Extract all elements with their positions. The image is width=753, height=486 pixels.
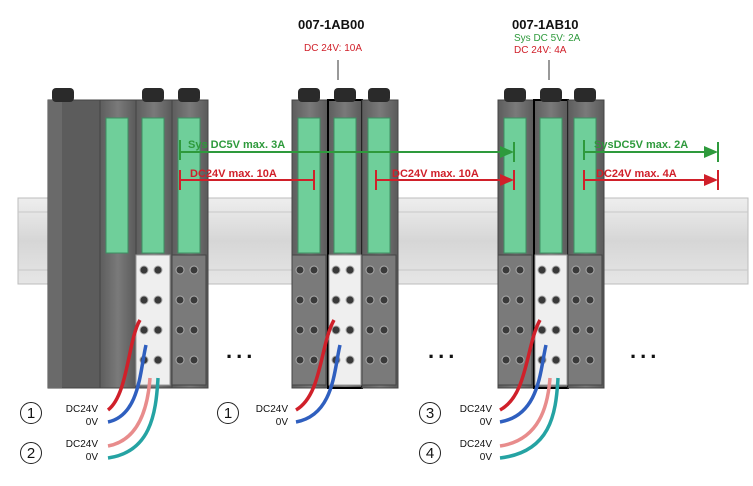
terminal-hole [366, 326, 374, 334]
terminal-hole [310, 266, 318, 274]
terminal-hole [366, 296, 374, 304]
terminal-hole [552, 296, 560, 304]
wire-label-0v-4: 0V [479, 417, 492, 428]
terminal-hole [380, 296, 388, 304]
terminal-hole [154, 356, 162, 364]
continuation-dots-1: ... [226, 338, 257, 363]
terminal-hole [154, 326, 162, 334]
terminal-hole [366, 266, 374, 274]
terminal-hole [346, 296, 354, 304]
terminal-hole [296, 266, 304, 274]
terminal-hole [176, 266, 184, 274]
terminal-hole [586, 356, 594, 364]
wire-label-0v-5: 0V [479, 452, 492, 463]
module-title-1: 007-1AB00 [298, 17, 365, 32]
terminal-hole [572, 356, 580, 364]
terminal-hole [552, 326, 560, 334]
terminal-hole [380, 356, 388, 364]
terminal-hole [586, 296, 594, 304]
terminal-hole [296, 326, 304, 334]
terminal-hole [572, 266, 580, 274]
terminal-hole [310, 326, 318, 334]
module-title-2: 007-1AB10 [512, 17, 579, 32]
terminal-hole [310, 356, 318, 364]
continuation-dots-2: ... [428, 338, 459, 363]
terminal-hole [176, 296, 184, 304]
terminal-hole [346, 266, 354, 274]
terminal-hole [502, 266, 510, 274]
bus-label-dc24v-2: DC24V max. 10A [392, 168, 479, 180]
wire-label-dc24v-5: DC24V [459, 439, 492, 450]
terminal-hole [140, 266, 148, 274]
terminal-hole [366, 356, 374, 364]
wire-label-0v-2: 0V [85, 452, 98, 463]
terminal-hole [332, 296, 340, 304]
terminal-hole [516, 266, 524, 274]
terminal-hole [380, 326, 388, 334]
terminal-hole [190, 266, 198, 274]
terminal-hole [190, 356, 198, 364]
callout-circle-2: 2 [20, 442, 42, 464]
terminal-hole [332, 326, 340, 334]
terminal-hole [346, 356, 354, 364]
terminal-hole [176, 326, 184, 334]
wire-label-0v-3: 0V [275, 417, 288, 428]
module-spec-2-1: Sys DC 5V: 2A [514, 33, 581, 44]
terminal-hole [296, 296, 304, 304]
terminal-hole [310, 296, 318, 304]
terminal-hole [332, 266, 340, 274]
module-group-2 [292, 88, 398, 388]
wire-label-dc24v-1: DC24V [65, 404, 98, 415]
module-spec-1-1: DC 24V: 10A [304, 43, 362, 54]
terminal-hole [346, 326, 354, 334]
terminal-hole [140, 326, 148, 334]
callout-circle-5: 4 [419, 442, 441, 464]
wire-label-dc24v-3: DC24V [255, 404, 288, 415]
terminal-hole [296, 356, 304, 364]
bus-label-sys5v-2: SysDC5V max. 2A [594, 139, 689, 151]
terminal-hole [516, 356, 524, 364]
module-spec-2-2: DC 24V: 4A [514, 45, 567, 56]
wire-label-0v-1: 0V [85, 417, 98, 428]
terminal-hole [516, 326, 524, 334]
terminal-hole [538, 266, 546, 274]
module-group-1 [48, 88, 208, 388]
wire-label-dc24v-2: DC24V [65, 439, 98, 450]
module-group-3 [498, 88, 604, 388]
terminal-hole [190, 296, 198, 304]
callout-circle-3: 1 [217, 402, 239, 424]
terminal-hole [176, 356, 184, 364]
terminal-hole [586, 266, 594, 274]
terminal-hole [140, 296, 148, 304]
terminal-hole [552, 356, 560, 364]
terminal-hole [586, 326, 594, 334]
terminal-hole [154, 266, 162, 274]
terminal-hole [154, 296, 162, 304]
terminal-hole [552, 266, 560, 274]
bus-label-sys5v-1: Sys DC5V max. 3A [188, 139, 286, 151]
callout-circle-1: 1 [20, 402, 42, 424]
bus-label-dc24v-1: DC24V max. 10A [190, 168, 277, 180]
terminal-hole [516, 296, 524, 304]
terminal-hole [190, 326, 198, 334]
wire-label-dc24v-4: DC24V [459, 404, 492, 415]
terminal-hole [538, 296, 546, 304]
terminal-hole [502, 356, 510, 364]
terminal-hole [572, 326, 580, 334]
callout-circle-4: 3 [419, 402, 441, 424]
terminal-hole [380, 266, 388, 274]
terminal-hole [572, 296, 580, 304]
continuation-dots-3: ... [630, 338, 661, 363]
terminal-hole [538, 326, 546, 334]
terminal-hole [502, 296, 510, 304]
bus-label-dc24v-3: DC24V max. 4A [596, 168, 677, 180]
terminal-hole [502, 326, 510, 334]
